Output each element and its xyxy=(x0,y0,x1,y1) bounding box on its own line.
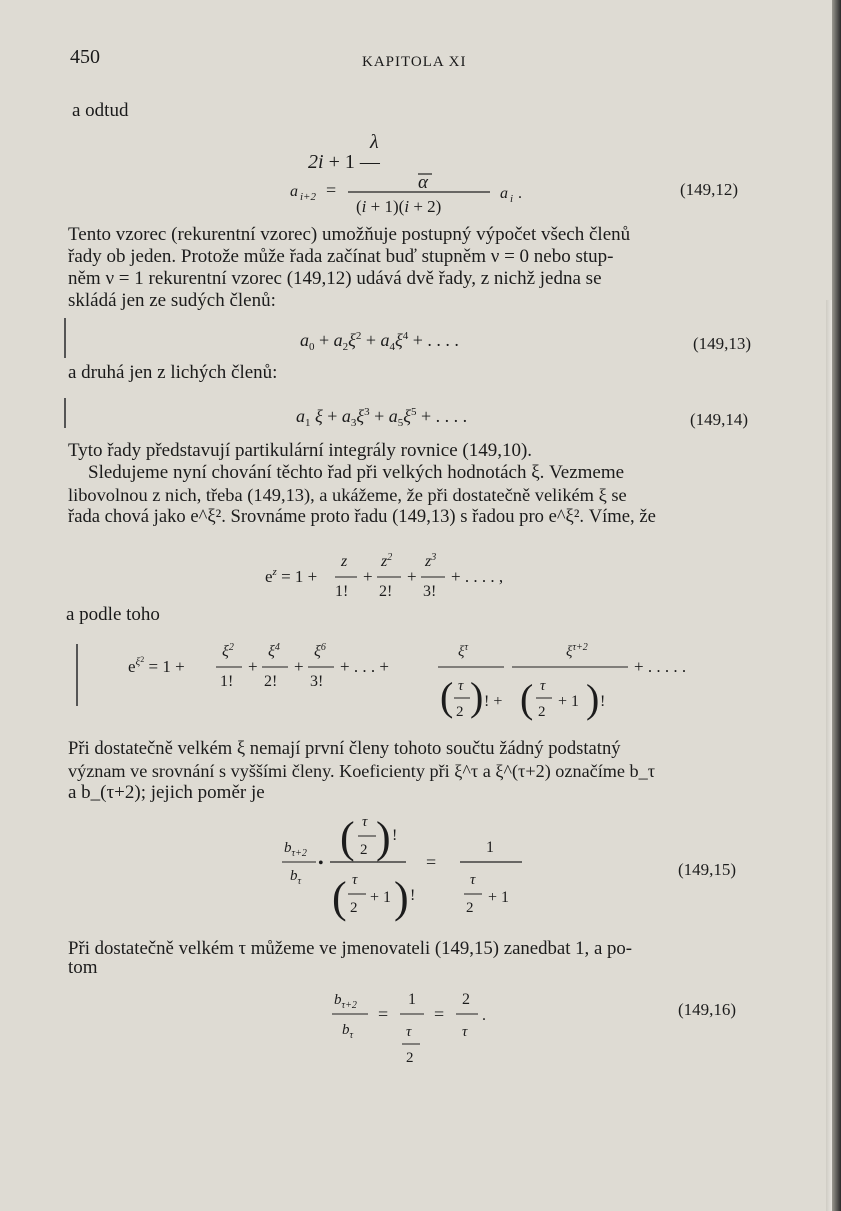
equation-number-149-14: (149,14) xyxy=(690,410,749,429)
svg-text:2!: 2! xyxy=(264,673,278,690)
svg-text:α: α xyxy=(418,172,428,193)
svg-text:1!: 1! xyxy=(220,673,234,690)
svg-text:λ: λ xyxy=(370,131,379,153)
paragraph-particular-integrals xyxy=(68,440,768,528)
margin-mark xyxy=(64,398,66,428)
text-line: řada chová jako e^ξ². Srovnáme proto řadu (149,13) s řadou pro e^ξ². Víme, že xyxy=(68,506,656,527)
svg-text:z2: $z^2$ xyxy=(381,552,393,570)
svg-text:τ: τ xyxy=(540,678,546,694)
svg-text:τ: τ xyxy=(352,872,358,888)
equation-149-12 xyxy=(290,128,590,218)
intro-text: a odtud xyxy=(72,100,129,121)
text-line: řady ob jeden. Protože může řada začínat buď stupněm ν = 0 nebo stup- xyxy=(68,246,614,267)
svg-text:a0 + a2ξ2 + a4ξ4 + . . . .: $a_0 + a_2\xi^2 + a_4\xi^4$ + . . . . xyxy=(300,330,459,353)
svg-text:ξ4: $\xi^4$ xyxy=(268,642,280,660)
svg-text:!: ! xyxy=(392,827,398,844)
svg-text:2i + 1 —: 2i + 1 — xyxy=(308,151,380,173)
svg-text:! +: ! + xyxy=(484,693,503,710)
svg-text:+: + xyxy=(294,657,304,676)
svg-text:2: 2 xyxy=(462,991,470,1008)
text-line: Tyto řady představují partikulární integrály rovnice (149,10). xyxy=(68,440,533,461)
svg-text:(i + 1)(i + 2): (i + 1)(i + 2) xyxy=(356,197,442,216)
text-line: tom xyxy=(68,957,98,978)
svg-text:bτ: $b_\tau$ xyxy=(342,1022,354,1041)
equation-number-149-15: (149,15) xyxy=(678,860,737,879)
text-line: a b_(τ+2); jejich poměr je xyxy=(68,782,265,803)
text-line: Tento vzorec (rekurentní vzorec) umožňuje postupný výpočet všech členů xyxy=(68,224,631,245)
svg-text:z3: $z^3$ xyxy=(425,552,437,570)
svg-text:τ: τ xyxy=(362,814,368,830)
text-line: Sledujeme nyní chování těchto řad při velkých hodnotách ξ. Vezmeme xyxy=(88,462,625,483)
equation-149-13 xyxy=(300,320,570,360)
margin-mark xyxy=(64,318,66,358)
svg-text:+ 1: + 1 xyxy=(558,693,580,710)
svg-text:=: = xyxy=(426,852,437,872)
svg-text:τ: τ xyxy=(470,872,476,888)
svg-text:•: • xyxy=(318,855,324,872)
svg-text:bτ+2: $b_{\tau+2}$ xyxy=(284,840,307,859)
svg-text:τ: τ xyxy=(406,1024,412,1040)
svg-text:z: z xyxy=(341,553,348,570)
equation-149-15 xyxy=(280,800,540,926)
text-line: význam ve srovnání s vyššími členy. Koeficienty při ξ^τ a ξ^(τ+2) označíme b_τ xyxy=(68,761,656,781)
svg-text:1: 1 xyxy=(486,839,494,856)
svg-text:1: 1 xyxy=(408,991,416,1008)
exponential-xi-series xyxy=(128,636,718,740)
svg-text:(: ( xyxy=(340,813,355,862)
svg-text:bτ: $b_\tau$ xyxy=(290,868,302,887)
svg-text:+ 1: + 1 xyxy=(370,889,392,906)
svg-text:2: 2 xyxy=(466,900,474,916)
equation-149-16 xyxy=(330,980,510,1066)
svg-text:+ 1: + 1 xyxy=(488,889,510,906)
svg-text:3!: 3! xyxy=(310,673,324,690)
svg-text:eξ2 = 1 +: $e^\xi 2 = 1$ + xyxy=(128,655,185,676)
text-line: skládá jen ze sudých členů: xyxy=(68,290,276,311)
binding-edge xyxy=(832,0,841,1211)
svg-text:bτ+2: $b_{\tau+2}$ xyxy=(334,992,357,1011)
paragraph-large-tau xyxy=(68,938,768,976)
svg-text:2: 2 xyxy=(456,704,464,720)
svg-text:+: + xyxy=(363,567,373,586)
paragraph-recurrence xyxy=(68,224,768,312)
svg-text:=: = xyxy=(326,180,337,200)
equation-number-149-16: (149,16) xyxy=(678,1000,737,1019)
svg-text:i: i xyxy=(510,193,514,205)
text-line: něm ν = 1 rekurentní vzorec (149,12) udává dvě řady, z nichž jedna se xyxy=(68,268,602,289)
svg-text:ξ6: $\xi^6$ xyxy=(314,642,326,660)
margin-mark xyxy=(76,644,78,706)
svg-text:2: 2 xyxy=(406,1050,414,1066)
svg-text:): ) xyxy=(470,674,484,719)
svg-text:!: ! xyxy=(410,887,416,904)
text-line: libovolnou z nich, třeba (149,13), a ukážeme, že při dostatečně velikém ξ se xyxy=(68,485,627,505)
svg-text:i+2: i+2 xyxy=(300,191,316,203)
svg-text:ξτ: $\xi^\tau$ xyxy=(458,642,469,660)
svg-text:(: ( xyxy=(332,873,347,922)
svg-text:): ) xyxy=(394,873,409,922)
odd-series-intro: a druhá jen z lichých členů: xyxy=(68,362,278,383)
svg-text:.: . xyxy=(482,1007,486,1024)
svg-text:1!: 1! xyxy=(335,583,349,600)
svg-text:τ: τ xyxy=(462,1024,468,1040)
svg-text:(: ( xyxy=(520,676,534,721)
text-line: Při dostatečně velkém τ můžeme ve jmenovateli (149,15) zanedbat 1, a po- xyxy=(68,938,633,959)
podle-toho-text: a podle toho xyxy=(66,604,160,625)
svg-text:): ) xyxy=(586,676,600,721)
svg-text:+: + xyxy=(407,567,417,586)
svg-text:+ . . . . .: + . . . . . xyxy=(634,657,687,676)
svg-text:a1 ξ + a3ξ3 + a5ξ5 + . . . .: $a_1$ $\xi + a_3\xi^3 + a_5\xi^5$ + . . . . xyxy=(296,406,468,429)
svg-text:a: a xyxy=(500,185,508,202)
svg-text:ξτ+2: $\xi^{\tau+2}$ xyxy=(566,642,588,660)
svg-text:+ . . . . ,: + . . . . , xyxy=(451,567,504,586)
svg-text:2!: 2! xyxy=(379,583,393,600)
svg-text:2: 2 xyxy=(538,704,546,720)
svg-text:τ: τ xyxy=(458,678,464,694)
svg-text:(: ( xyxy=(440,674,454,719)
svg-text:+: + xyxy=(248,657,258,676)
paragraph-coefficients xyxy=(68,738,768,804)
equation-number-149-13: (149,13) xyxy=(693,334,752,353)
equation-149-14 xyxy=(296,398,566,438)
svg-text:.: . xyxy=(518,185,522,202)
svg-text:a: a xyxy=(290,183,298,200)
svg-text:3!: 3! xyxy=(423,583,437,600)
svg-text:=: = xyxy=(378,1004,389,1024)
svg-text:): ) xyxy=(376,813,391,862)
svg-text:!: ! xyxy=(600,693,606,710)
svg-text:2: 2 xyxy=(350,900,358,916)
svg-text:+ . . . +: + . . . + xyxy=(340,657,389,676)
exponential-series xyxy=(265,548,565,608)
svg-text:=: = xyxy=(434,1004,445,1024)
page-number: 450 xyxy=(70,46,100,68)
text-line: Při dostatečně velkém ξ nemají první členy tohoto součtu žádný podstatný xyxy=(68,738,621,759)
svg-text:ξ2: $\xi^2$ xyxy=(222,642,234,660)
svg-text:2: 2 xyxy=(360,842,368,858)
chapter-title: KAPITOLA XI xyxy=(362,54,467,70)
svg-text:ez = 1 +: $e^z = 1$ + xyxy=(265,566,318,586)
equation-number-149-12: (149,12) xyxy=(680,180,739,199)
